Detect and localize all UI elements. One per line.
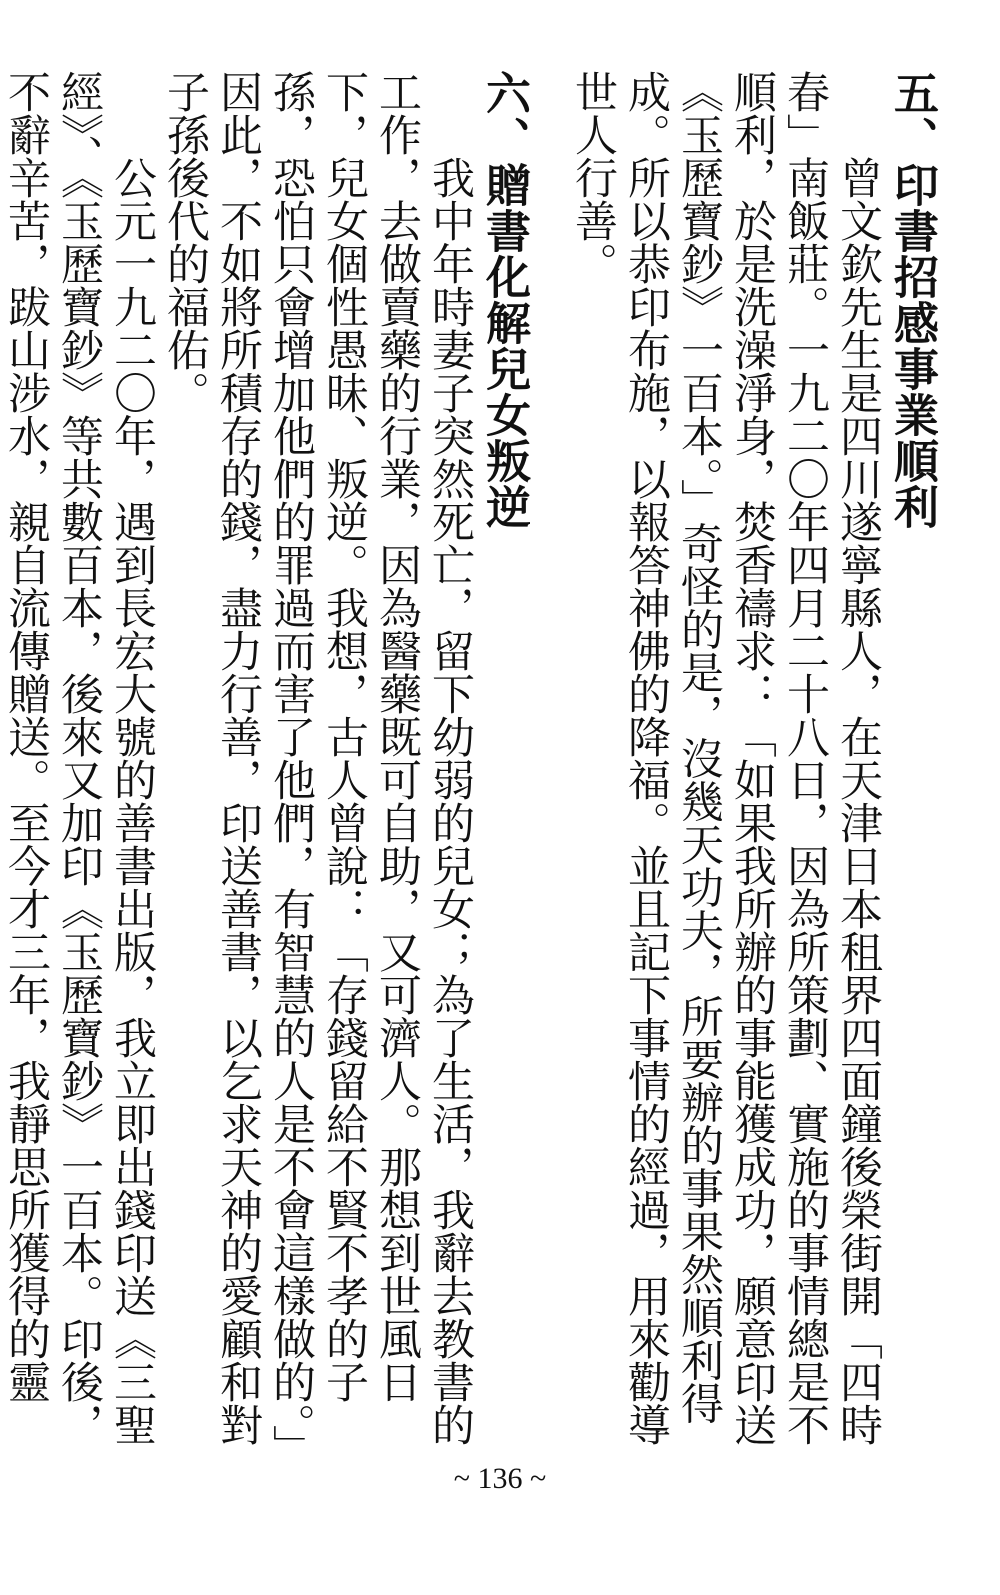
section-heading-6: 六、贈書化解兒女叛逆: [478, 70, 531, 530]
page-number: ~ 136 ~: [453, 1462, 547, 1495]
vertical-text-body: [1, 70, 940, 1470]
section-6-paragraph-1: 我中年時妻子突然死亡，留下幼弱的兒女；為了生活，我辭去教書的工作，去做賣藥的行業，因為醫藥既可自助，又可濟人。那想到世風日下，兒女個性愚昧、叛逆。我想，古人曾說：「存錢留給不賢不孝的子孫，恐怕只會增加他們的罪過而害了他們，有智慧的人是不會這樣做的。」因此，不如將所積存的錢，盡力行善，印送善書，以乞求天神的愛顧和對子孫後代的福佑。: [160, 70, 475, 1468]
section-6-paragraph-2: 公元一九二〇年，遇到長宏大號的善書出版，我立即出錢印送《三聖經》、《玉歷寶鈔》等共數百本，後來又加印《玉歷寶鈔》一百本。印後，不辭辛苦，跋山涉水，親自流傳贈送。至今才三年，我靜思所獲得的靈: [1, 70, 157, 1446]
section-heading-5: 五、印書招感事業順利: [886, 70, 939, 530]
section-5-paragraph-1: 曾文欽先生是四川遂寧縣人，在天津日本租界四面鐘後榮街開「四時春」南飯莊。一九二〇年四月二十八日，因為所策劃、實施的事情總是不順利，於是洗澡淨身，焚香禱求：「如果我所辦的事能獲成功，願意印送《玉歷寶鈔》一百本。」奇怪的是，沒幾天功夫，所要辦的事果然順利得成。所以恭印布施，以報答神佛的降福。並且記下事情的經過，用來勸導世人行善。: [568, 70, 883, 1446]
